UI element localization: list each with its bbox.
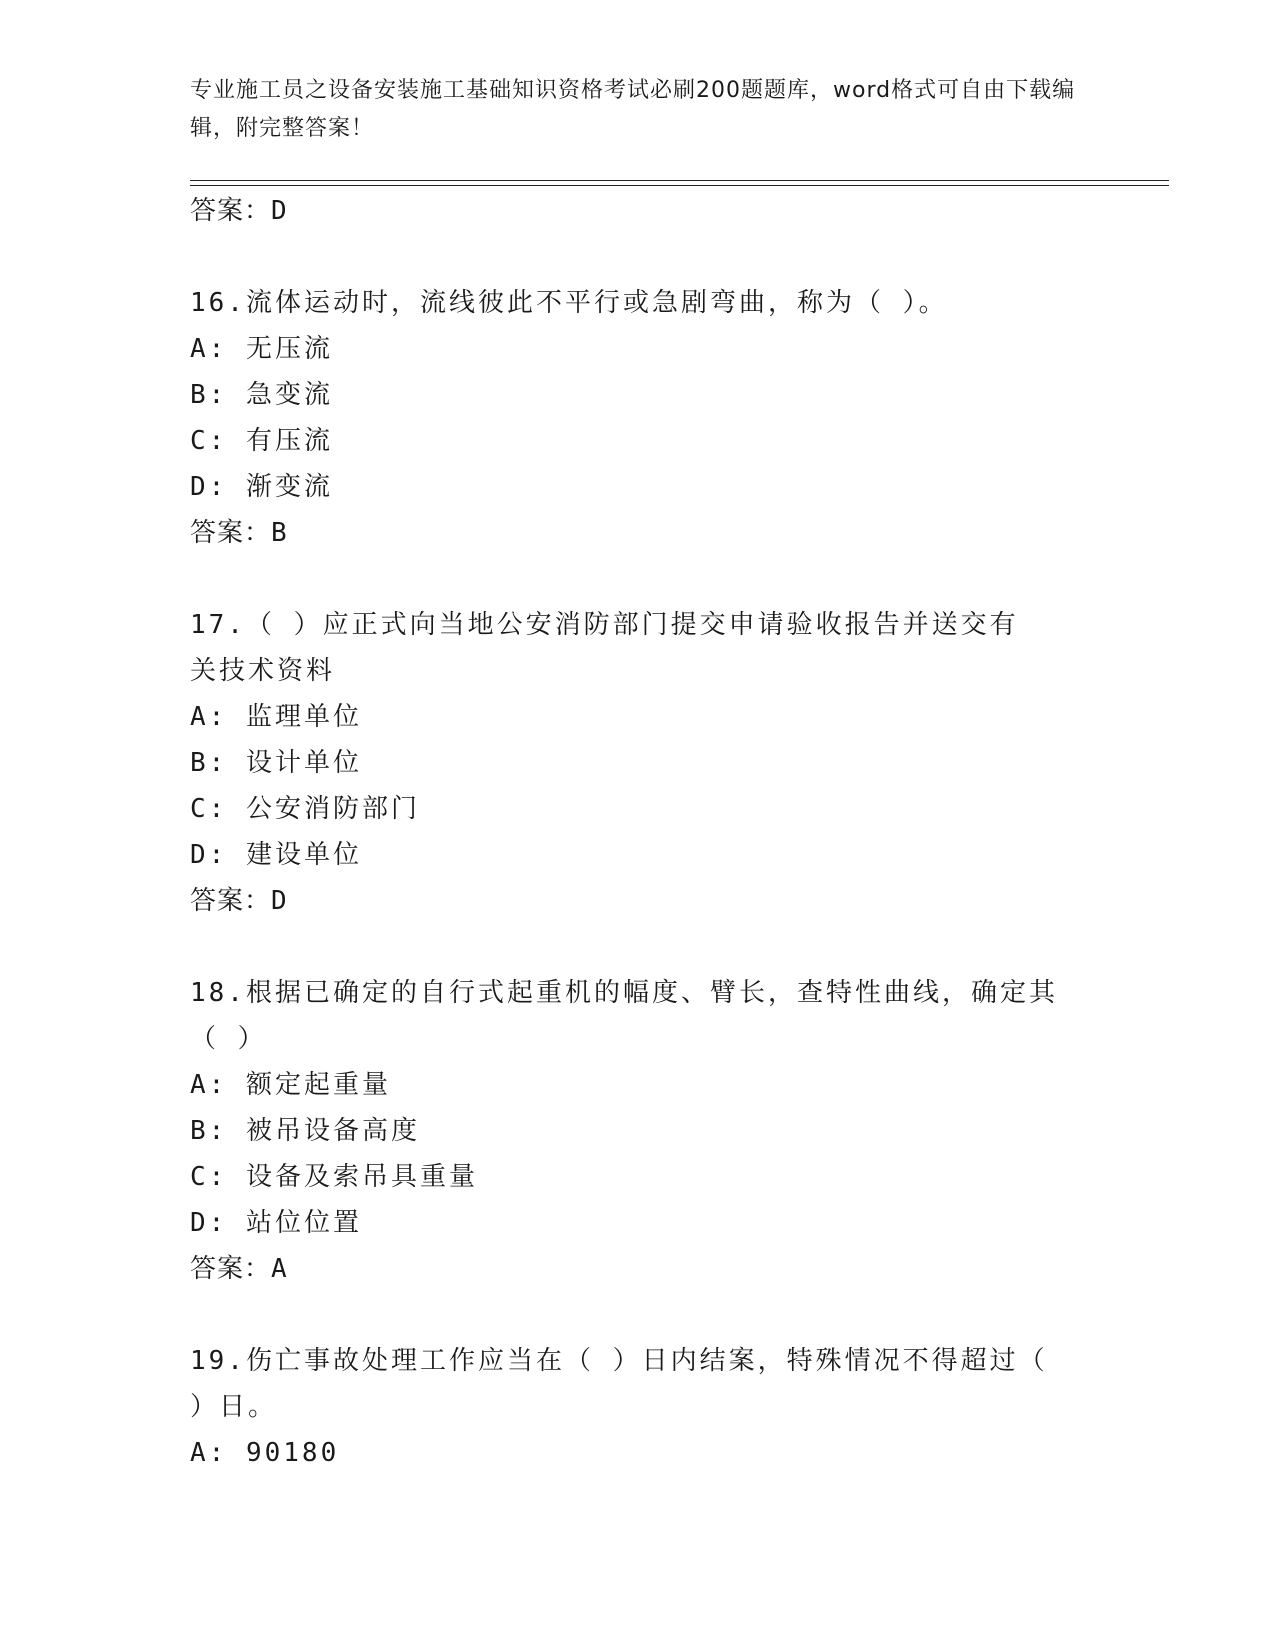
option-c: C: 公安消防部门 xyxy=(190,794,420,824)
header-divider-bottom xyxy=(190,185,1169,186)
answer-line xyxy=(190,878,1090,924)
question-text: 17.（ ）应正式向当地公安消防部门提交申请验收报告并送交有关技术资料 xyxy=(190,610,1019,686)
option-b: B: 设计单位 xyxy=(190,748,362,778)
option-c: C: 有压流 xyxy=(190,426,333,456)
question-text: 18.根据已确定的自行式起重机的幅度、臂长，查特性曲线，确定其（ ） xyxy=(190,978,1058,1054)
answer-line xyxy=(190,188,1090,234)
answer-label: 答案： xyxy=(190,1254,272,1284)
question-text: 16.流体运动时，流线彼此不平行或急剧弯曲，称为（ ）。 xyxy=(190,288,948,318)
option-c: C: 设备及索吊具重量 xyxy=(190,1162,478,1192)
option-d: D: 建设单位 xyxy=(190,840,362,870)
answer-value: D xyxy=(271,196,288,226)
question-list xyxy=(190,188,1090,1476)
option-a: A: 90180 xyxy=(190,1438,340,1468)
question-block xyxy=(190,970,1090,1292)
question-text: 19.伤亡事故处理工作应当在（ ）日内结案，特殊情况不得超过（ ）日。 xyxy=(190,1346,1067,1422)
answer-label: 答案： xyxy=(190,196,272,226)
header-divider-top xyxy=(190,180,1169,181)
question-block xyxy=(190,280,1090,556)
document-header: 专业施工员之设备安装施工基础知识资格考试必刷200题题库，word格式可自由下载编辑，附完整答案！ xyxy=(190,78,1076,141)
answer-value: A xyxy=(271,1254,288,1284)
answer-label: 答案： xyxy=(190,518,272,548)
question-block xyxy=(190,1338,1090,1476)
answer-line xyxy=(190,510,1090,556)
option-d: D: 渐变流 xyxy=(190,472,333,502)
option-a: A: 监理单位 xyxy=(190,702,362,732)
option-a: A: 无压流 xyxy=(190,334,333,364)
answer-line xyxy=(190,1246,1090,1292)
question-block xyxy=(190,602,1090,924)
option-d: D: 站位位置 xyxy=(190,1208,362,1238)
answer-value: D xyxy=(271,886,288,916)
answer-label: 答案： xyxy=(190,886,272,916)
answer-value: B xyxy=(271,518,288,548)
option-b: B: 急变流 xyxy=(190,380,333,410)
option-b: B: 被吊设备高度 xyxy=(190,1116,420,1146)
option-a: A: 额定起重量 xyxy=(190,1070,391,1100)
